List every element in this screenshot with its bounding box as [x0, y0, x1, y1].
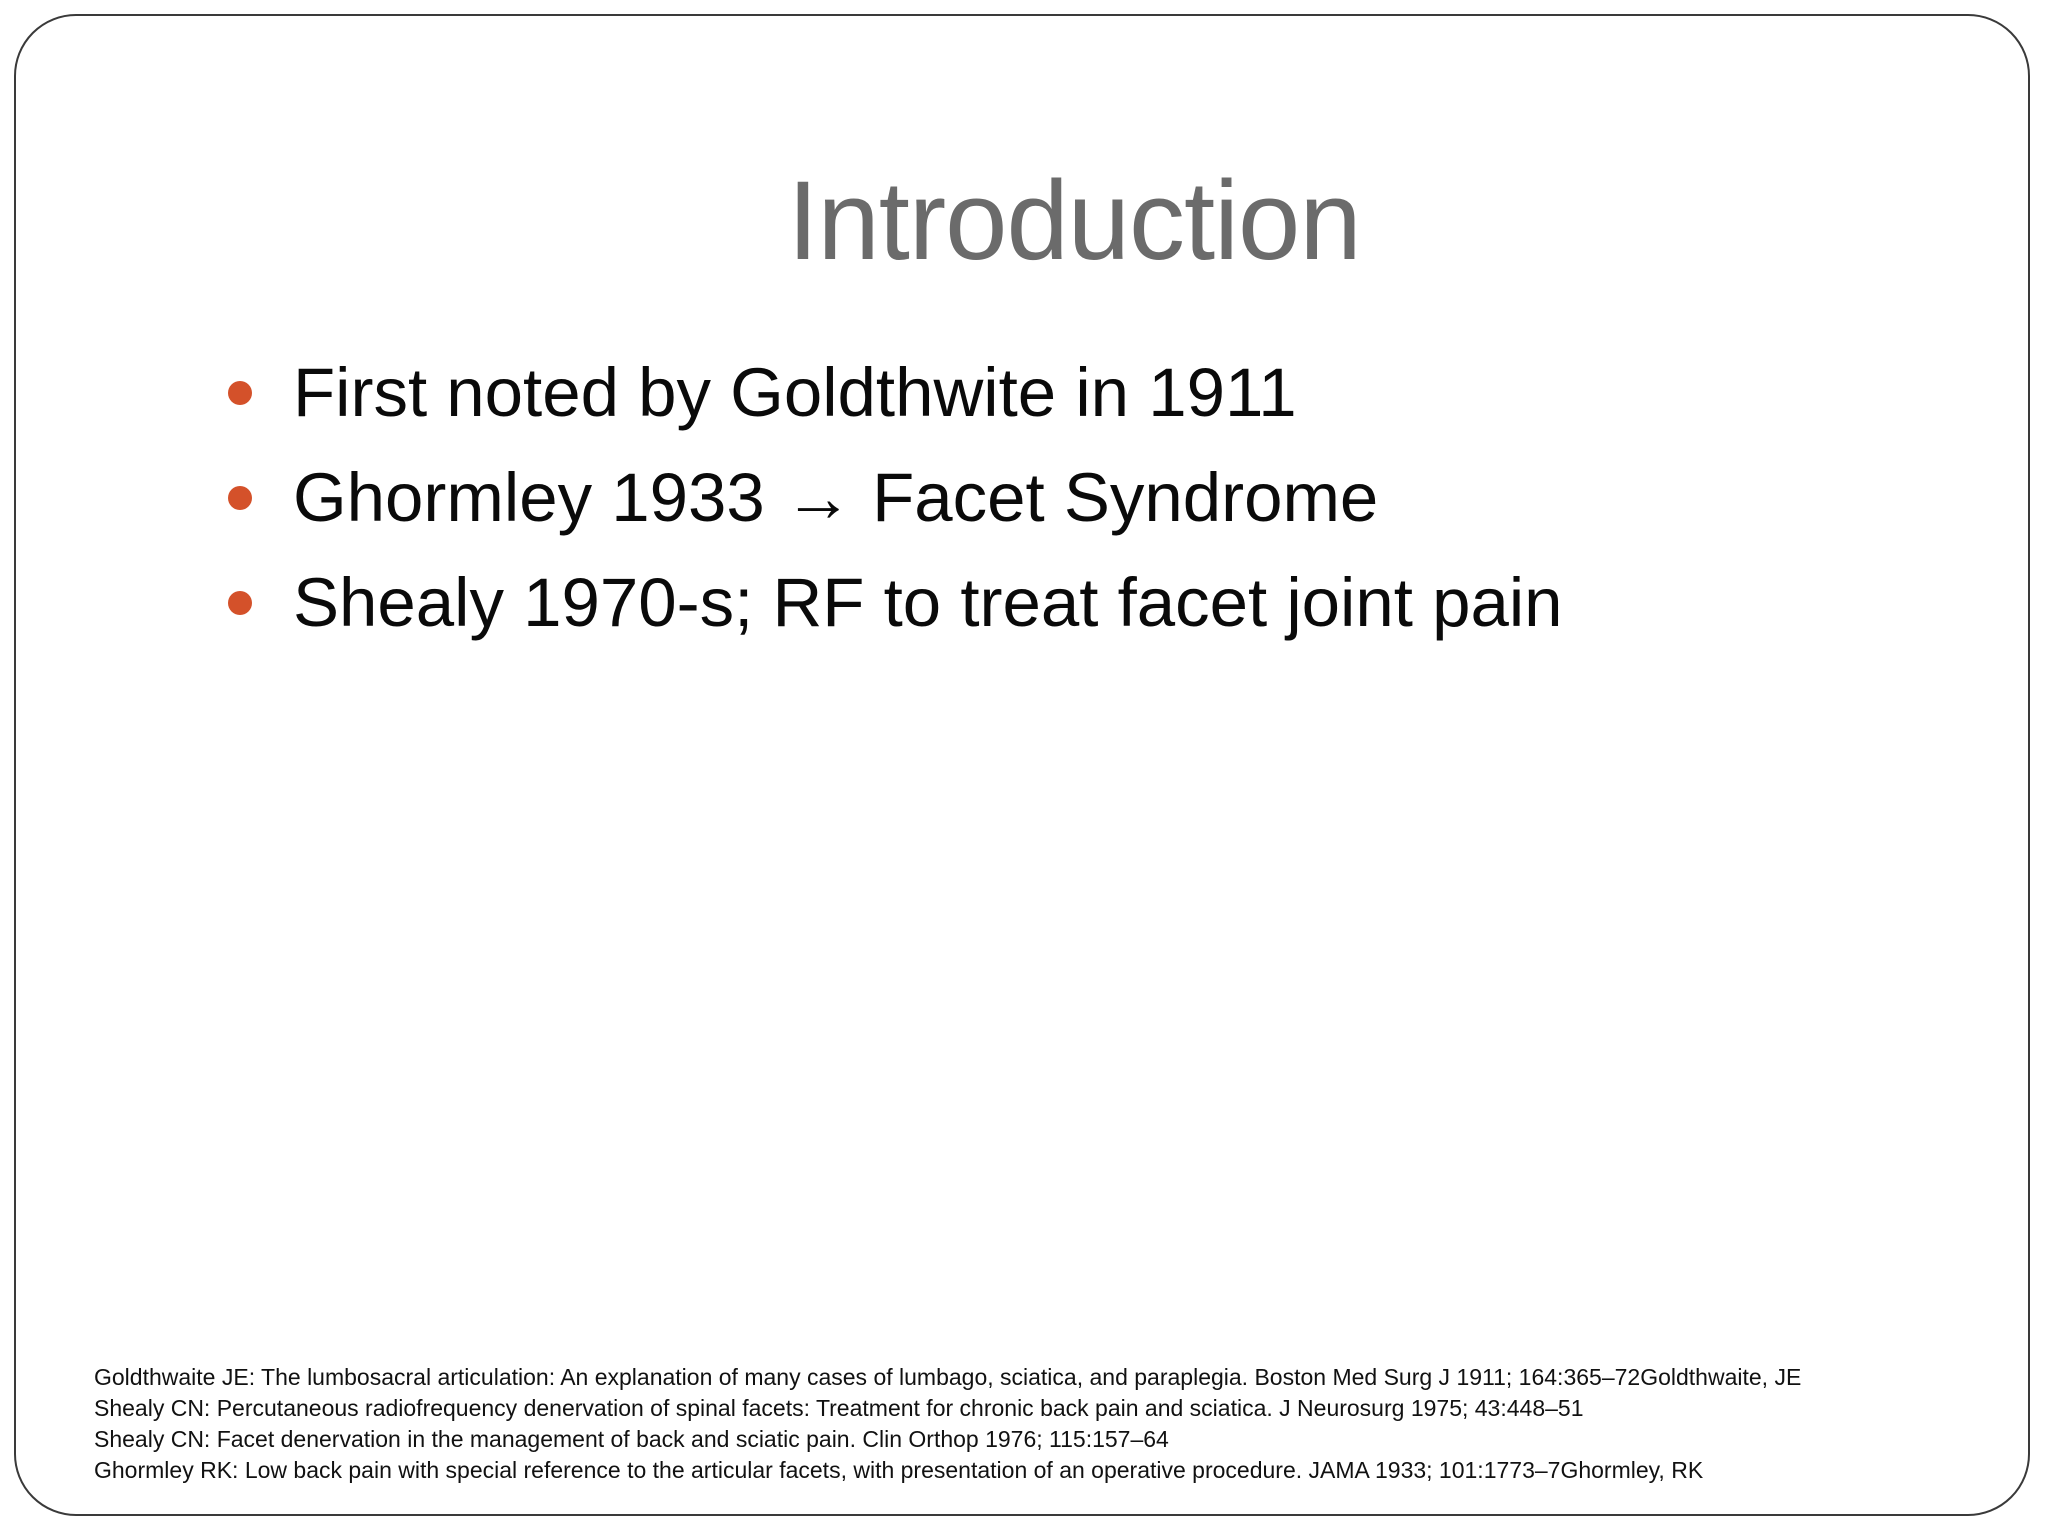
bullet-item	[228, 550, 1563, 655]
bullet-list	[228, 340, 1563, 655]
reference-line: Goldthwaite JE: The lumbosacral articulation: An explanation of many cases of lumbago, sciatica, and paraplegia. Boston Med Surg J 1911; 164:365–72Goldthwaite, JE	[94, 1364, 1802, 1390]
reference-line: Ghormley RK: Low back pain with special reference to the articular facets, with presentation of an operative procedure. JAMA 1933; 101:1773–7Ghormley, RK	[94, 1457, 1704, 1483]
bullet-text: Ghormley 1933 → Facet Syndrome	[293, 459, 1379, 536]
bullet-text: Shealy 1970-s; RF to treat facet joint pain	[293, 564, 1563, 641]
bullet-dot-icon	[228, 486, 252, 510]
bullet-dot-icon	[228, 591, 252, 615]
reference-line: Shealy CN: Facet denervation in the management of back and sciatic pain. Clin Orthop 1976; 115:157–64	[94, 1426, 1169, 1452]
reference-line: Shealy CN: Percutaneous radiofrequency denervation of spinal facets: Treatment for chronic back pain and sciatica. J Neurosurg 1975; 43:448–51	[94, 1395, 1584, 1421]
slide-title: Introduction	[787, 158, 1361, 283]
references	[94, 1362, 1801, 1486]
bullet-dot-icon	[228, 381, 252, 405]
bullet-text: First noted by Goldthwite in 1911	[293, 354, 1297, 431]
bullet-item	[228, 445, 1563, 550]
bullet-item	[228, 340, 1563, 445]
